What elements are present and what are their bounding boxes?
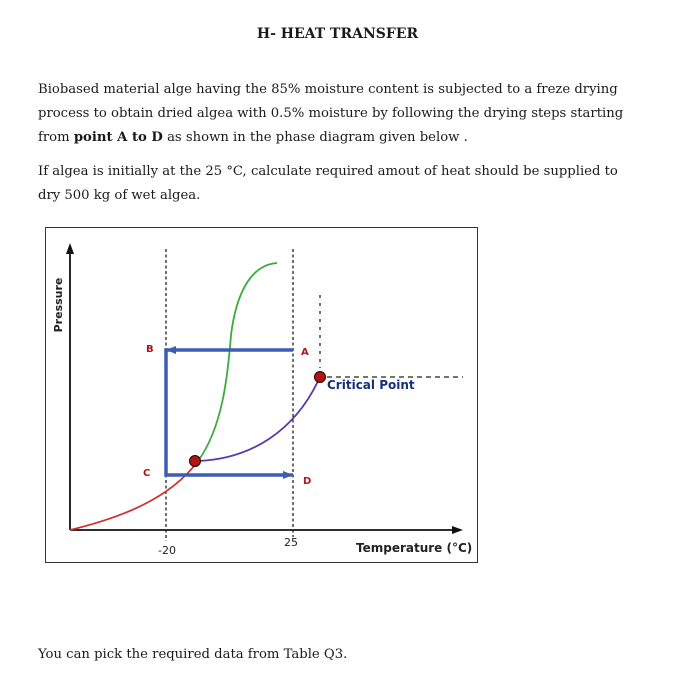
point-b-label: B	[146, 344, 154, 355]
point-a-label: A	[301, 347, 309, 358]
problem-text-bold: point A to D	[73, 130, 163, 145]
x-tick-minus-20: -20	[158, 544, 176, 557]
x-axis-label: Temperature (°C)	[356, 541, 473, 555]
problem-text-end: as shown in the phase diagram given below .	[162, 130, 468, 145]
point-d-label: D	[303, 476, 312, 487]
phase-diagram	[45, 227, 478, 563]
critical-point-marker	[315, 372, 326, 383]
problem-paragraph	[38, 78, 638, 150]
point-c-label: C	[143, 468, 151, 479]
question-paragraph: If algea is initially at the 25 °C, calculate required amout of heat should be supplied to dry 500 kg of wet algea.	[38, 164, 618, 203]
figure-frame	[46, 228, 478, 563]
critical-point-label: Critical Point	[327, 378, 415, 392]
problem-text-start: Biobased material alge having the 85% moisture content is subjected to a freze drying process to obtain dried algea with 0.5% moisture by following the drying steps starting from	[38, 82, 624, 145]
footer-note: You can pick the required data from Table Q3.	[38, 647, 348, 662]
section-title: H- HEAT TRANSFER	[256, 26, 419, 42]
x-tick-25: 25	[284, 536, 298, 549]
triple-point	[190, 456, 201, 467]
y-axis-label: Pressure	[52, 277, 65, 333]
